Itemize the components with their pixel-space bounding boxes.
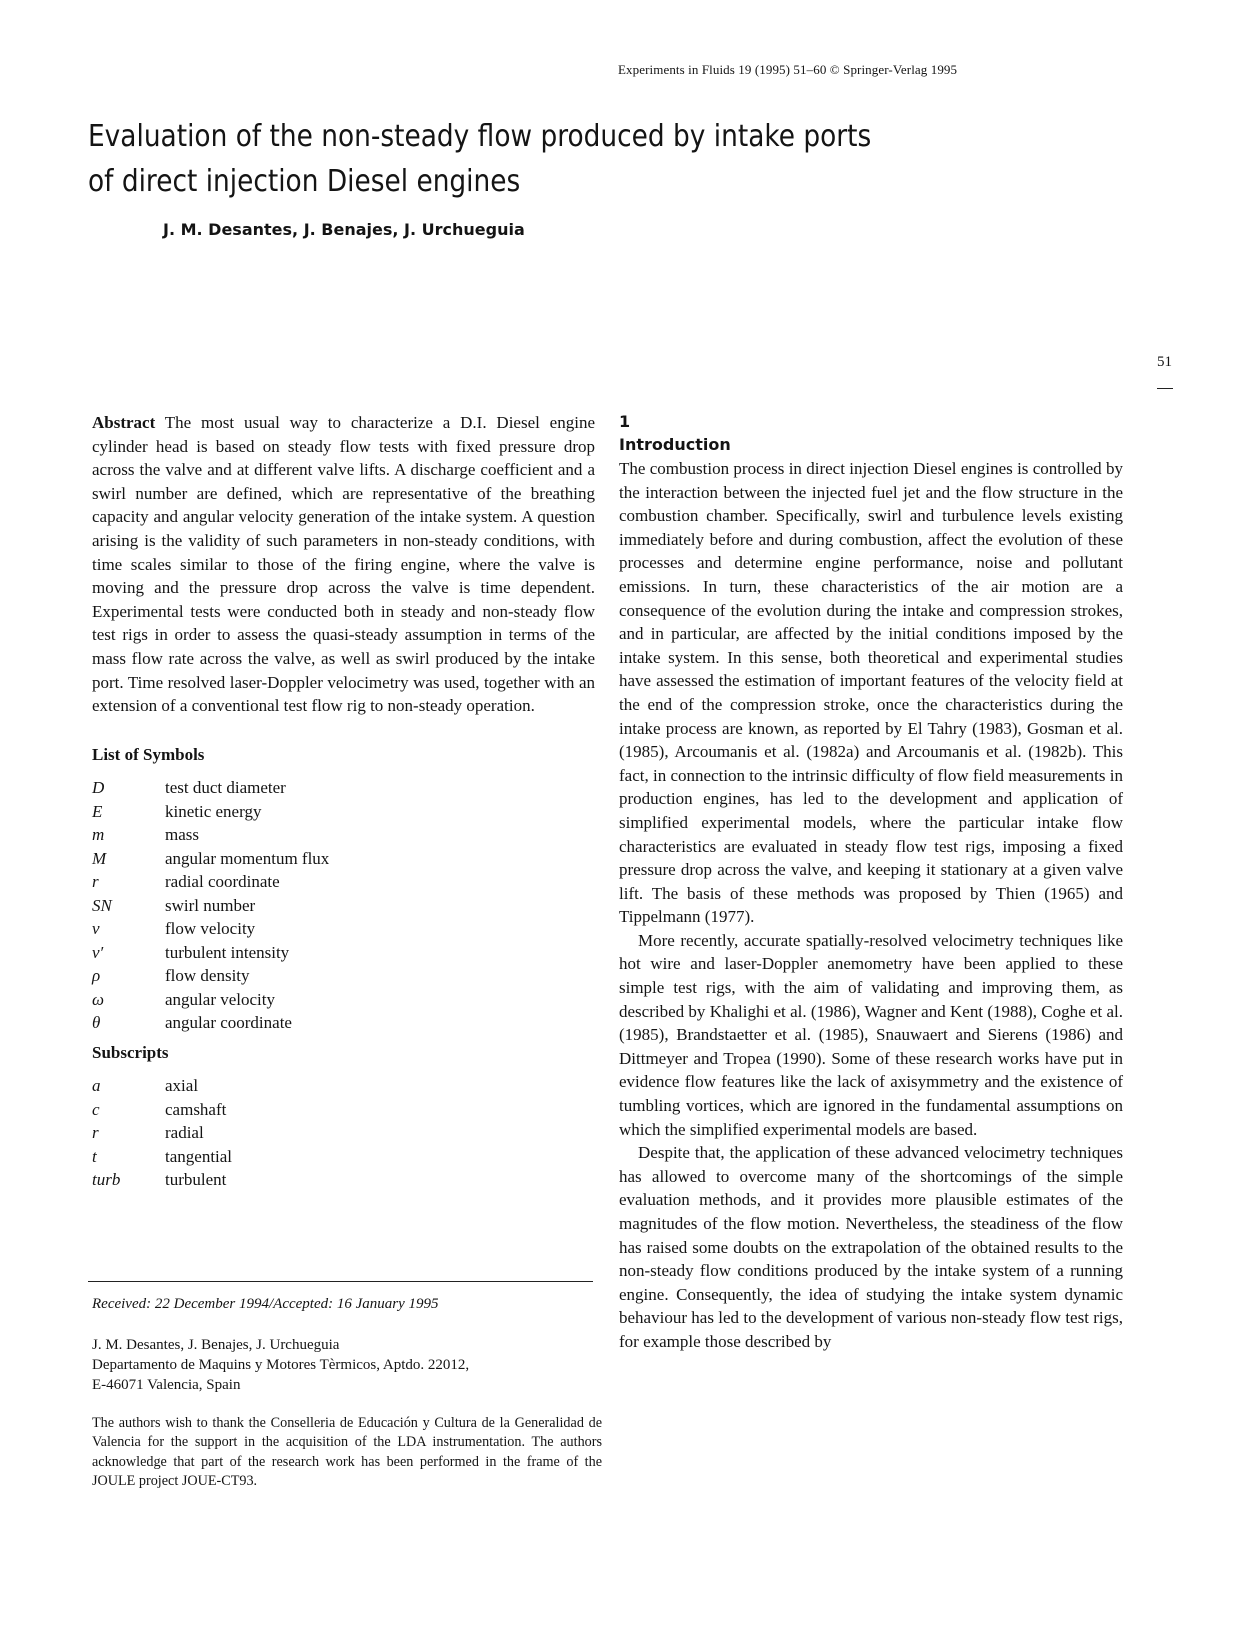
subscript-symbol: a — [92, 1076, 101, 1096]
subscript-symbol: t — [92, 1146, 97, 1166]
subscript-symbol: r — [92, 1123, 99, 1143]
subscript-row — [92, 1074, 595, 1098]
abstract-text: The most usual way to characterize a D.I. Diesel engine cylinder head is based on steady flow tests with fixed pressure drop across the valve and at different valve lifts. A discharge coefficient and a swirl number are defined, which are representative of the breathing capacity and angular velocity generation of the intake system. A question arising is the validity of such parameters in non-steady conditions, with time scales similar to those of the firing engine, where the valve is moving and the pressure drop across the valve is time dependent. Experimental tests were conducted both in steady and non-steady flow test rigs in order to assess the quasi-steady assumption in terms of the mass flow rate across the valve, as well as swirl produced by the intake port. Time resolved laser-Doppler velocimetry was used, together with an extension of a conventional test flow rig to non-steady operation. — [92, 413, 595, 716]
subscript-description: tangential — [165, 1146, 233, 1166]
symbol-symbol: SN — [92, 895, 112, 915]
subscript-row — [92, 1168, 595, 1192]
symbol-row — [92, 988, 595, 1012]
affiliation-line: Departamento de Maquins y Motores Tèrmicos, Aptdo. 22012, — [92, 1357, 470, 1373]
journal-reference: Experiments in Fluids 19 (1995) 51–60 © Springer-Verlag 1995 — [618, 62, 958, 77]
symbol-row — [92, 776, 595, 800]
affiliation-line: J. M. Desantes, J. Benajes, J. Urchueguia — [92, 1337, 340, 1353]
symbol-row — [92, 917, 595, 941]
paper-title — [88, 114, 880, 204]
author-affiliation — [92, 1335, 602, 1395]
page-number-rule — [1157, 388, 1173, 389]
symbol-description: angular velocity — [165, 989, 275, 1009]
subscript-row — [92, 1098, 595, 1122]
received-dates: Received: 22 December 1994/Accepted: 16 January 1995 — [92, 1296, 439, 1312]
author-list: J. M. Desantes, J. Benajes, J. Urchueguia — [163, 220, 525, 239]
symbol-description: mass — [165, 825, 199, 845]
symbol-description: swirl number — [165, 895, 256, 915]
symbol-symbol: ρ — [92, 966, 101, 986]
abstract-label: Abstract — [92, 413, 156, 432]
symbol-description: turbulent intensity — [165, 942, 290, 962]
symbol-row — [92, 894, 595, 918]
symbol-symbol: ω — [92, 989, 105, 1009]
symbol-symbol: r — [92, 872, 99, 892]
footnote-rule — [88, 1281, 593, 1282]
subscript-description: axial — [165, 1076, 199, 1096]
footnote — [92, 1294, 602, 1492]
symbols-list — [92, 776, 595, 1035]
subscript-description: camshaft — [165, 1099, 227, 1119]
symbol-symbol: E — [92, 801, 103, 821]
subscript-description: turbulent — [165, 1170, 227, 1190]
symbol-row — [92, 870, 595, 894]
symbol-row — [92, 1011, 595, 1035]
symbol-symbol: D — [92, 778, 105, 798]
abstract — [92, 411, 595, 718]
title-line: of direct injection Diesel engines — [88, 164, 521, 199]
section-heading: Introduction — [619, 435, 731, 454]
symbol-row — [92, 941, 595, 965]
symbol-description: test duct diameter — [165, 778, 286, 798]
left-column — [92, 411, 595, 1192]
symbol-symbol: v′ — [92, 942, 104, 962]
section-number: 1 — [619, 412, 631, 431]
symbol-description: flow velocity — [165, 919, 256, 939]
symbol-symbol: v — [92, 919, 100, 939]
subscript-symbol: c — [92, 1099, 100, 1119]
symbol-row — [92, 964, 595, 988]
symbol-symbol: M — [92, 848, 107, 868]
acknowledgement: The authors wish to thank the Conselleria de Educación y Cultura de la Generalidad de Valencia for the support in the acquisition of the LDA instrumentation. The authors acknowledge that part of the research work has been performed in the frame of the JOULE project JOUE-CT93. — [92, 1415, 602, 1490]
subscript-description: radial — [165, 1123, 204, 1143]
body-paragraph: The combustion process in direct injection Diesel engines is controlled by the interaction between the injected fuel jet and the flow structure in the combustion chamber. Specifically, swirl and turbulence levels existing immediately before and during combustion, affect the evolution of these processes and determine engine performance, noise and pollutant emissions. In turn, these characteristics of the air motion are a consequence of the evolution during the intake and compression strokes, and in particular, are affected by the initial conditions imposed by the intake system. In this sense, both theoretical and experimental studies have assessed the estimation of important features of the velocity field at the end of the compression stroke, once the characteristics during the intake process are known, as reported by El Tahry (1983), Gosman et al. (1985), Arcoumanis et al. (1982a) and Arcoumanis et al. (1982b). This fact, in connection to the intrinsic difficulty of flow field measurements in production engines, has led to the development and application of simplified experimental models, where the particular intake flow characteristics are evaluated in steady flow test rigs, imposing a fixed pressure drop across the valve, and keeping it stationary at a given valve lift. The basis of these methods was proposed by Thien (1965) and Tippelmann (1977). — [619, 459, 1123, 927]
symbol-description: radial coordinate — [165, 872, 280, 892]
title-line: Evaluation of the non-steady flow produced by intake ports — [88, 119, 872, 154]
symbol-symbol: θ — [92, 1013, 101, 1033]
affiliation-line: E-46071 Valencia, Spain — [92, 1377, 241, 1393]
symbol-row — [92, 800, 595, 824]
symbol-description: flow density — [165, 966, 250, 986]
right-column — [619, 411, 1123, 1354]
symbol-row — [92, 847, 595, 871]
page-number: 51 — [1157, 354, 1172, 370]
subscript-row — [92, 1145, 595, 1169]
symbol-symbol: m — [92, 825, 105, 845]
subscript-symbol: turb — [92, 1170, 121, 1190]
body-paragraph: Despite that, the application of these advanced velocimetry techniques has allowed to overcome many of the shortcomings of the simple evaluation methods, and it provides more plausible estimates of the magnitudes of the flow motion. Nevertheless, the steadiness of the flow has raised some doubts on the extrapolation of the obtained results to the non-steady flow conditions produced by the intake system of a running engine. Consequently, the idea of studying the intake system dynamic behaviour has led to the development of various non-steady flow test rigs, for example those described by — [619, 1143, 1123, 1351]
body-paragraph: More recently, accurate spatially-resolved velocimetry techniques like hot wire and laser-Doppler anemometry have been applied to these simple test rigs, with the aim of validating and improving them, as described by Khalighi et al. (1986), Wagner and Kent (1988), Coghe et al. (1985), Brandstaetter et al. (1985), Snauwaert and Sierens (1986) and Dittmeyer and Tropea (1990). Some of these research works have put in evidence flow features like the lack of axisymmetry and the existence of tumbling vortices, which are ignored in the fundamental assumptions on which the simplified experimental models are based. — [619, 930, 1123, 1139]
subscript-row — [92, 1121, 595, 1145]
symbols-heading: List of Symbols — [92, 744, 205, 764]
symbol-description: angular momentum flux — [165, 848, 330, 868]
subscripts-list — [92, 1074, 595, 1192]
symbol-row — [92, 823, 595, 847]
subscripts-heading: Subscripts — [92, 1042, 169, 1062]
symbol-description: kinetic energy — [165, 801, 262, 821]
symbol-description: angular coordinate — [165, 1013, 292, 1033]
